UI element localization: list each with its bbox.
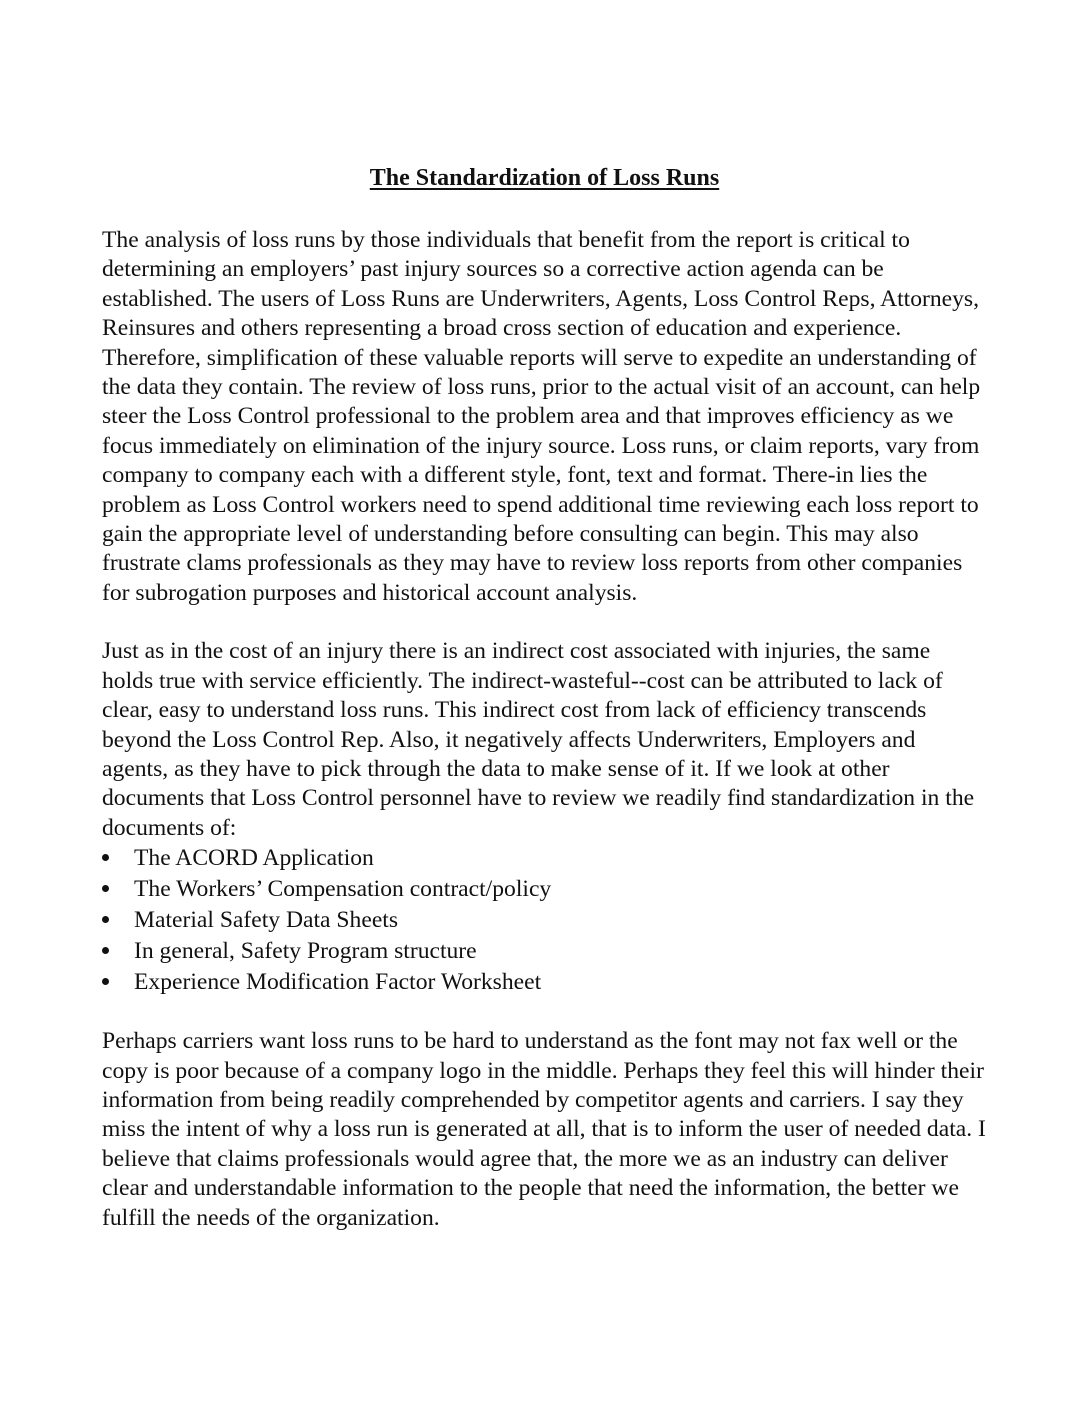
document-page [102, 160, 987, 1262]
list-item-label: Experience Modification Factor Worksheet [134, 969, 542, 996]
list-item [102, 905, 987, 936]
list-item-label: Material Safety Data Sheets [134, 907, 399, 934]
bullet-icon [102, 978, 109, 985]
list-item [102, 874, 987, 905]
paragraph-intro: The analysis of loss runs by those individuals that benefit from the report is critical to determining an employers’ past injury sources so a corrective action agenda can be established. The users of Loss Runs are Underwriters, Agents, Loss Control Reps, Attorneys, Reinsures and others representing a broad cross section of education and experience. Therefore, simplification of these valuable reports will serve to expedite an understanding of the data they contain. The review of loss runs, prior to the actual visit of an account, can help steer the Loss Control professional to the problem area and that improves efficiency as we focus immediately on elimination of the injury source. Loss runs, or claim reports, vary from company to company each with a different style, font, text and format. There-in lies the problem as Loss Control workers need to spend additional time reviewing each loss report to gain the appropriate level of understanding before consulting can begin. This may also frustrate clams professionals as they may have to review loss reports from other companies for subrogation purposes and historical account analysis. [102, 227, 981, 606]
list-item [102, 936, 987, 967]
list-item-label: In general, Safety Program structure [134, 938, 477, 965]
list-item [102, 843, 987, 874]
paragraph-conclusion: Perhaps carriers want loss runs to be hard to understand as the font may not fax well or the copy is poor because of a company logo in the middle. Perhaps they feel this will hinder their information from being readily comprehended by competitor agents and carriers. I say they miss the intent of why a loss run is generated at all, that is to inform the user of needed data. I believe that claims professionals would agree that, the more we as an industry can deliver clear and understandable information to the people that need the information, the better we fulfill the needs of the organization. [102, 1028, 986, 1231]
list-item [102, 967, 987, 998]
paragraph-indirect-cost: Just as in the cost of an injury there is an indirect cost associated with injuries, the same holds true with service efficiently. The indirect-wasteful--cost can be attributed to lack of clear, easy to understand loss runs. This indirect cost from lack of efficiency transcends beyond the Loss Control Rep. Also, it negatively affects Underwriters, Employers and agents, as they have to pick through the data to make sense of it. If we look at other documents that Loss Control personnel have to review we readily find standardization in the documents of: [102, 638, 975, 841]
list-item-label: The Workers’ Compensation contract/policy [134, 876, 552, 903]
standardized-documents-list [102, 843, 987, 998]
bullet-icon [102, 885, 109, 892]
bullet-icon [102, 854, 109, 861]
bullet-icon [102, 916, 109, 923]
list-item-label: The ACORD Application [134, 845, 374, 872]
bullet-icon [102, 947, 109, 954]
document-title: The Standardization of Loss Runs [369, 165, 720, 191]
